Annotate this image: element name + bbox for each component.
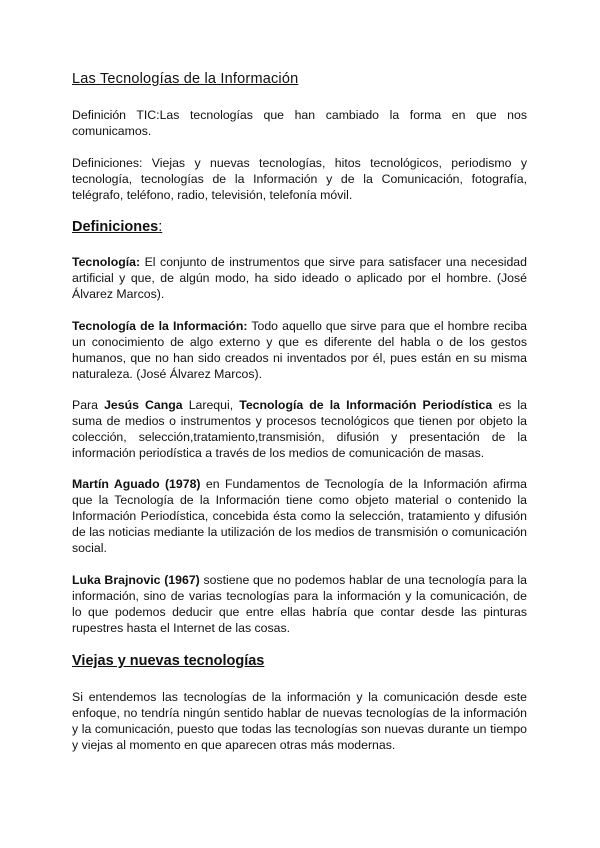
brajnovic-text: sostiene que no podemos hablar de una tecnología para la información, sino de varias tecnologías para la información y la comunicación, de lo que podemos deducir que entre ellas habría que contar desde las pinturas rupestres hasta el Internet de las cosas. [72, 573, 527, 635]
canga-author: Jesús Canga [104, 398, 183, 412]
canga-middle: Larequi, [182, 398, 240, 412]
viejas-nuevas-paragraph: Si entendemos las tecnologías de la información y la comunicación desde este enfoque, no tendría ningún sentido hablar de nuevas tecnologías de la información y la comunicación, puesto que todas las tecnologías son nuevas durante un tiempo y viejas al momento en que aparecen otras más modernas. [72, 690, 527, 752]
tecnologia-term: Tecnología: [72, 255, 141, 269]
tecnologia-informacion-definition [72, 318, 527, 382]
tecnologia-informacion-term: Tecnología de la Información: [72, 319, 248, 333]
tecnologia-definition [72, 254, 527, 302]
canga-definition [72, 397, 527, 461]
brajnovic-author: Luka Brajnovic (1967) [72, 573, 200, 587]
definiciones-heading-colon: : [158, 219, 163, 235]
definiciones-heading-text: Definiciones [72, 219, 159, 235]
definiciones-list-paragraph: Definiciones: Viejas y nuevas tecnologías, hitos tecnológicos, periodismo y tecnología, tecnologías de la Información y de la Comunicación, fotografía, telégrafo, teléfono, radio, televisión, telefonía móvil. [72, 156, 527, 202]
aguado-author: Martín Aguado (1978) [72, 477, 201, 491]
brajnovic-definition [72, 572, 527, 636]
canga-text: es la suma de medios o instrumentos y procesos tecnológicos que tienen por objeto la colección, selección,tratamiento,transmisión, difusión y presentación de la información periodística a través de los medios de comunicación de masas. [72, 398, 527, 460]
definiciones-heading [72, 219, 162, 235]
canga-prefix: Para [72, 398, 105, 412]
viejas-nuevas-heading: Viejas y nuevas tecnologías [72, 653, 265, 669]
document-title: Las Tecnologías de la Información [72, 71, 299, 87]
tecnologia-text: El conjunto de instrumentos que sirve para satisfacer una necesidad artificial y que, de algún modo, ha sido ideado o aplicado por el hombre. (José Álvarez Marcos). [72, 255, 527, 301]
tecnologia-informacion-text: Todo aquello que sirve para que el hombre reciba un conocimiento de algo externo y que es diferente del habla o de los gestos humanos, que no han sido creados ni inventados por él, pues están en su misma naturaleza. (José Álvarez Marcos). [72, 319, 527, 381]
canga-term: Tecnología de la Información Periodística [239, 398, 493, 412]
aguado-text: en Fundamentos de Tecnología de la Información afirma que la Tecnología de la Información tiene como objeto material o contenido la Información Periodística, concebida ésta como la selección, tratamiento y difusión de las noticias mediante la utilización de los medios de transmisión o comunicación social. [72, 477, 528, 555]
definicion-tic-paragraph: Definición TIC:Las tecnologías que han cambiado la forma en que nos comunicamos. [72, 108, 527, 138]
aguado-definition [72, 476, 527, 556]
